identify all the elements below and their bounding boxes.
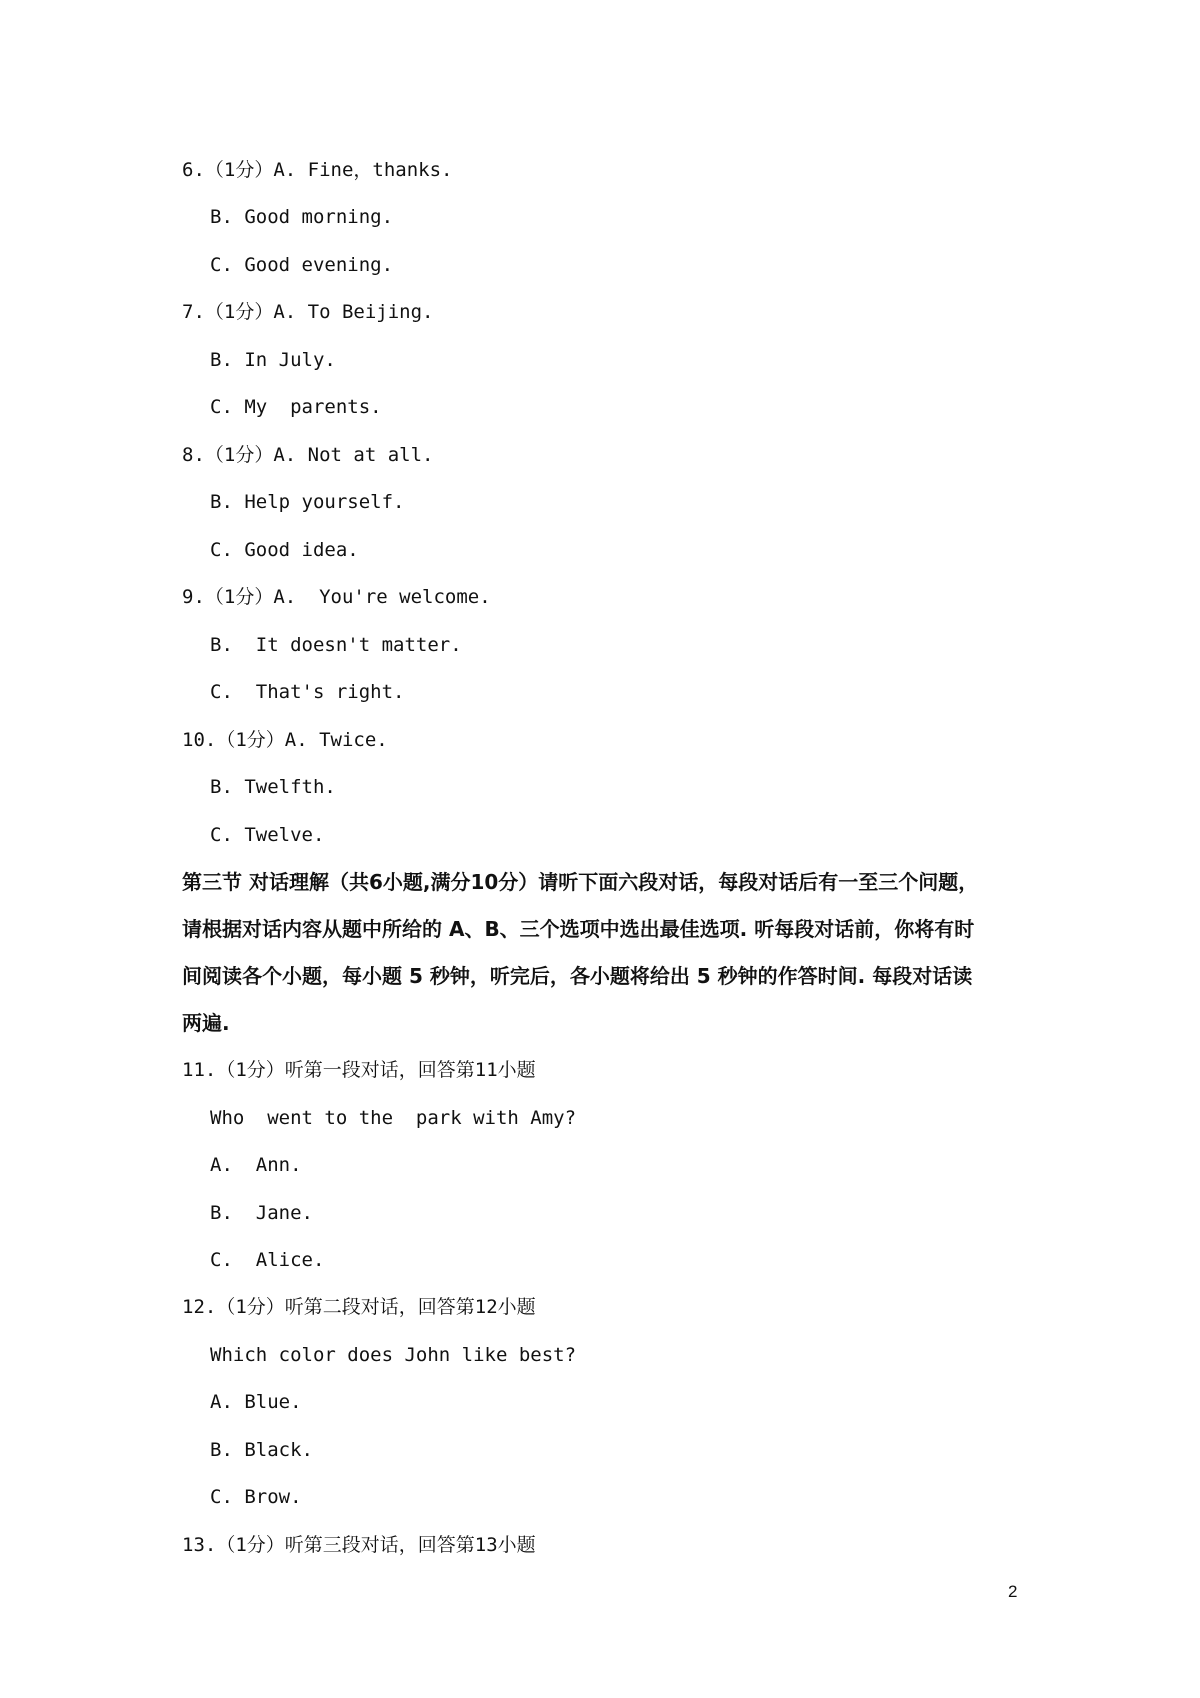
q12-question: Which color does John like best?: [210, 1344, 577, 1366]
q11-stem: 11.（1分）听第一段对话，回答第11小题: [182, 1059, 536, 1081]
q6-stem: 6.（1分）A. Fine，thanks.: [182, 159, 453, 181]
q10-stem: 10.（1分）A. Twice.: [182, 729, 388, 751]
q9-stem: 9.（1分）A. You're welcome.: [182, 586, 491, 608]
q6-option-b: B. Good morning.: [210, 206, 394, 228]
q7-stem: 7.（1分）A. To Beijing.: [182, 301, 434, 323]
q12-option-b: B. Black.: [210, 1439, 313, 1461]
q6-option-c: C. Good evening.: [210, 254, 394, 276]
q7-option-c: C. My parents.: [210, 396, 382, 418]
q10-option-b: B. Twelfth.: [210, 776, 336, 798]
q9-option-c: C. That's right.: [210, 681, 405, 703]
section3-line1: 第三节 对话理解（共6小题,满分10分）请听下面六段对话，每段对话后有一至三个问题，: [182, 870, 979, 894]
q7-option-b: B. In July.: [210, 349, 336, 371]
section3-line4: 两遍.: [182, 1011, 230, 1035]
section3-line3: 间阅读各个小题，每小题 5 秒钟，听完后，各小题将给出 5 秒钟的作答时间. 每段对话读: [182, 964, 973, 988]
q8-option-b: B. Help yourself.: [210, 491, 405, 513]
q11-option-c: C. Alice.: [210, 1249, 325, 1271]
q12-option-a: A. Blue.: [210, 1391, 302, 1413]
q12-stem: 12.（1分）听第二段对话，回答第12小题: [182, 1296, 536, 1318]
q13-stem: 13.（1分）听第三段对话，回答第13小题: [182, 1534, 536, 1556]
q9-option-b: B. It doesn't matter.: [210, 634, 462, 656]
q11-option-a: A. Ann.: [210, 1154, 302, 1176]
q8-option-c: C. Good idea.: [210, 539, 359, 561]
q10-option-c: C. Twelve.: [210, 824, 325, 846]
section3-line2: 请根据对话内容从题中所给的 A、B、三个选项中选出最佳选项. 听每段对话前，你将有时: [182, 917, 975, 941]
q11-question: Who went to the park with Amy?: [210, 1107, 577, 1129]
q12-option-c: C. Brow.: [210, 1486, 302, 1508]
page-number: 2: [1008, 1582, 1018, 1601]
q11-option-b: B. Jane.: [210, 1202, 313, 1224]
q8-stem: 8.（1分）A. Not at all.: [182, 444, 434, 466]
